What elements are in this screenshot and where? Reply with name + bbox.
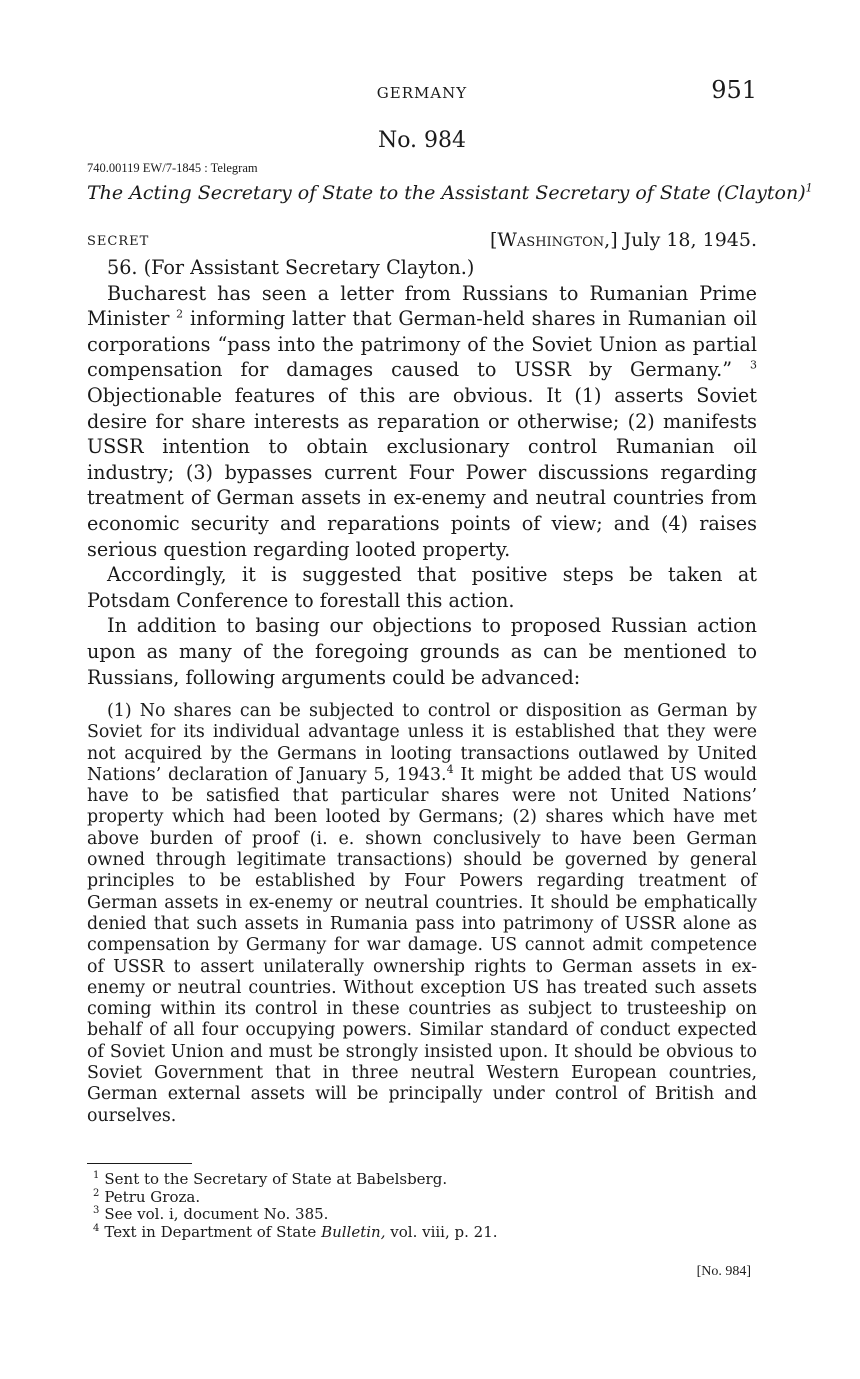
footnote-number: 3 (93, 1205, 100, 1216)
classification-label: SECRET (87, 234, 150, 249)
paragraph-2-part-c: Objectionable features of this are obvious. It (1) asserts Soviet desire for share interests as reparation or otherwise; (2) manifests USSR intention to obtain exclusionary control Rumanian oil industry; (3) bypasses current Four Power discussions regarding treatment of German assets in ex-enemy and neutral countries from economic security and reparations points of view; and (4) raises serious question regarding looted property. (87, 383, 757, 561)
footnote-text: Sent to the Secretary of State at Babelsberg. (104, 1170, 448, 1188)
footnote-rule (87, 1163, 192, 1164)
paragraph-2 (87, 281, 757, 563)
running-head (87, 76, 757, 110)
telegram-body-small (87, 701, 757, 1127)
paragraph-4: In addition to basing our objections to proposed Russian action upon as many of the foregoing grounds as can be mentioned to Russians, following arguments could be advanced: (87, 614, 757, 689)
footnote-number: 4 (93, 1222, 100, 1234)
footnote-text: Text in Department of State (104, 1222, 317, 1241)
footnote-2 (93, 1189, 753, 1207)
footnote-number: 2 (93, 1187, 100, 1199)
page-number: 951 (711, 76, 757, 104)
paragraph-5-part-b: It might be added that US would have to be satisfied that particular shares were not United Nations’ property which had been looted by Germans; (2) shares which have met above burden of proof (i. e. shown conclusively to have been German owned through legitimate transactions) should be governed by general principles to be established by Four Powers regarding treatment of German assets in ex-enemy or neutral countries. It should be emphatically denied that such assets in Rumania pass into patrimony of USSR alone as compensation by Germany for war damage. US cannot admit competence of USSR to assert unilaterally ownership rights to German assets in ex-enemy or neutral countries. Without exception US has treated such assets coming within its control in these countries as subject to trusteeship on behalf of all four occupying powers. Similar standard of conduct expected of Soviet Union and must be strongly insisted upon. It should be obvious to Soviet Government that in three neutral Western European countries, German external assets will be principally under control of British and ourselves. (87, 764, 757, 1126)
catchword: [No. 984] (696, 1264, 751, 1279)
paragraph-1: 56. (For Assistant Secretary Clayton.) (107, 256, 475, 279)
paragraph-3: Accordingly, it is suggested that positive steps be taken at Potsdam Conference to forestall this action. (87, 563, 757, 612)
document-header-line (87, 229, 757, 255)
telegram-body (87, 255, 757, 690)
footnote-4 (93, 1224, 753, 1242)
document-number: No. 984 (377, 128, 467, 153)
footnote-ref-3: 3 (750, 358, 757, 372)
dateline-date: July 18, 1945. (623, 229, 757, 251)
dateline-place: Washington, (497, 229, 611, 251)
document-title-text: The Acting Secretary of State to the Assistant Secretary of State (Clayton) (87, 182, 806, 204)
footnote-text: See vol. i, document No. 385. (104, 1205, 329, 1223)
dateline: [Washington,] July 18, 1945. (489, 229, 757, 251)
footnote-text: Petru Groza. (104, 1187, 201, 1206)
footnote-ref-2: 2 (176, 307, 184, 321)
footnote-3 (93, 1206, 753, 1224)
footnote-ref-4: 4 (446, 763, 454, 777)
paragraph-5 (87, 701, 757, 1127)
title-footnote-ref: 1 (805, 181, 813, 195)
paragraph-2-part-a: Bucharest has seen a letter from Russians to Rumanian Prime Minister (87, 281, 757, 331)
file-number: 740.00119 EW/7-1845 : Telegram (87, 161, 258, 175)
section-title: GERMANY (376, 84, 468, 102)
footnotes (93, 1171, 753, 1241)
document-title (87, 181, 813, 204)
footnote-1 (93, 1171, 753, 1189)
paragraph-2-part-b: informing latter that German-held shares in Rumanian oil corporations “pass into the patrimony of the Soviet Union as partial compensation for damages caused to USSR by Germany.” (87, 307, 758, 382)
footnote-text-citation: vol. viii, p. 21. (390, 1222, 498, 1241)
footnote-publication-title: Bulletin, (321, 1222, 386, 1241)
paragraph-5-part-a: (1) No shares can be subjected to control or disposition as German by Soviet for its individual advantage unless it is established that they were not acquired by the Germans in looting transactions outlawed by United Nations’ declaration of January 5, 1943. (87, 701, 757, 785)
footnote-number: 1 (93, 1170, 100, 1181)
